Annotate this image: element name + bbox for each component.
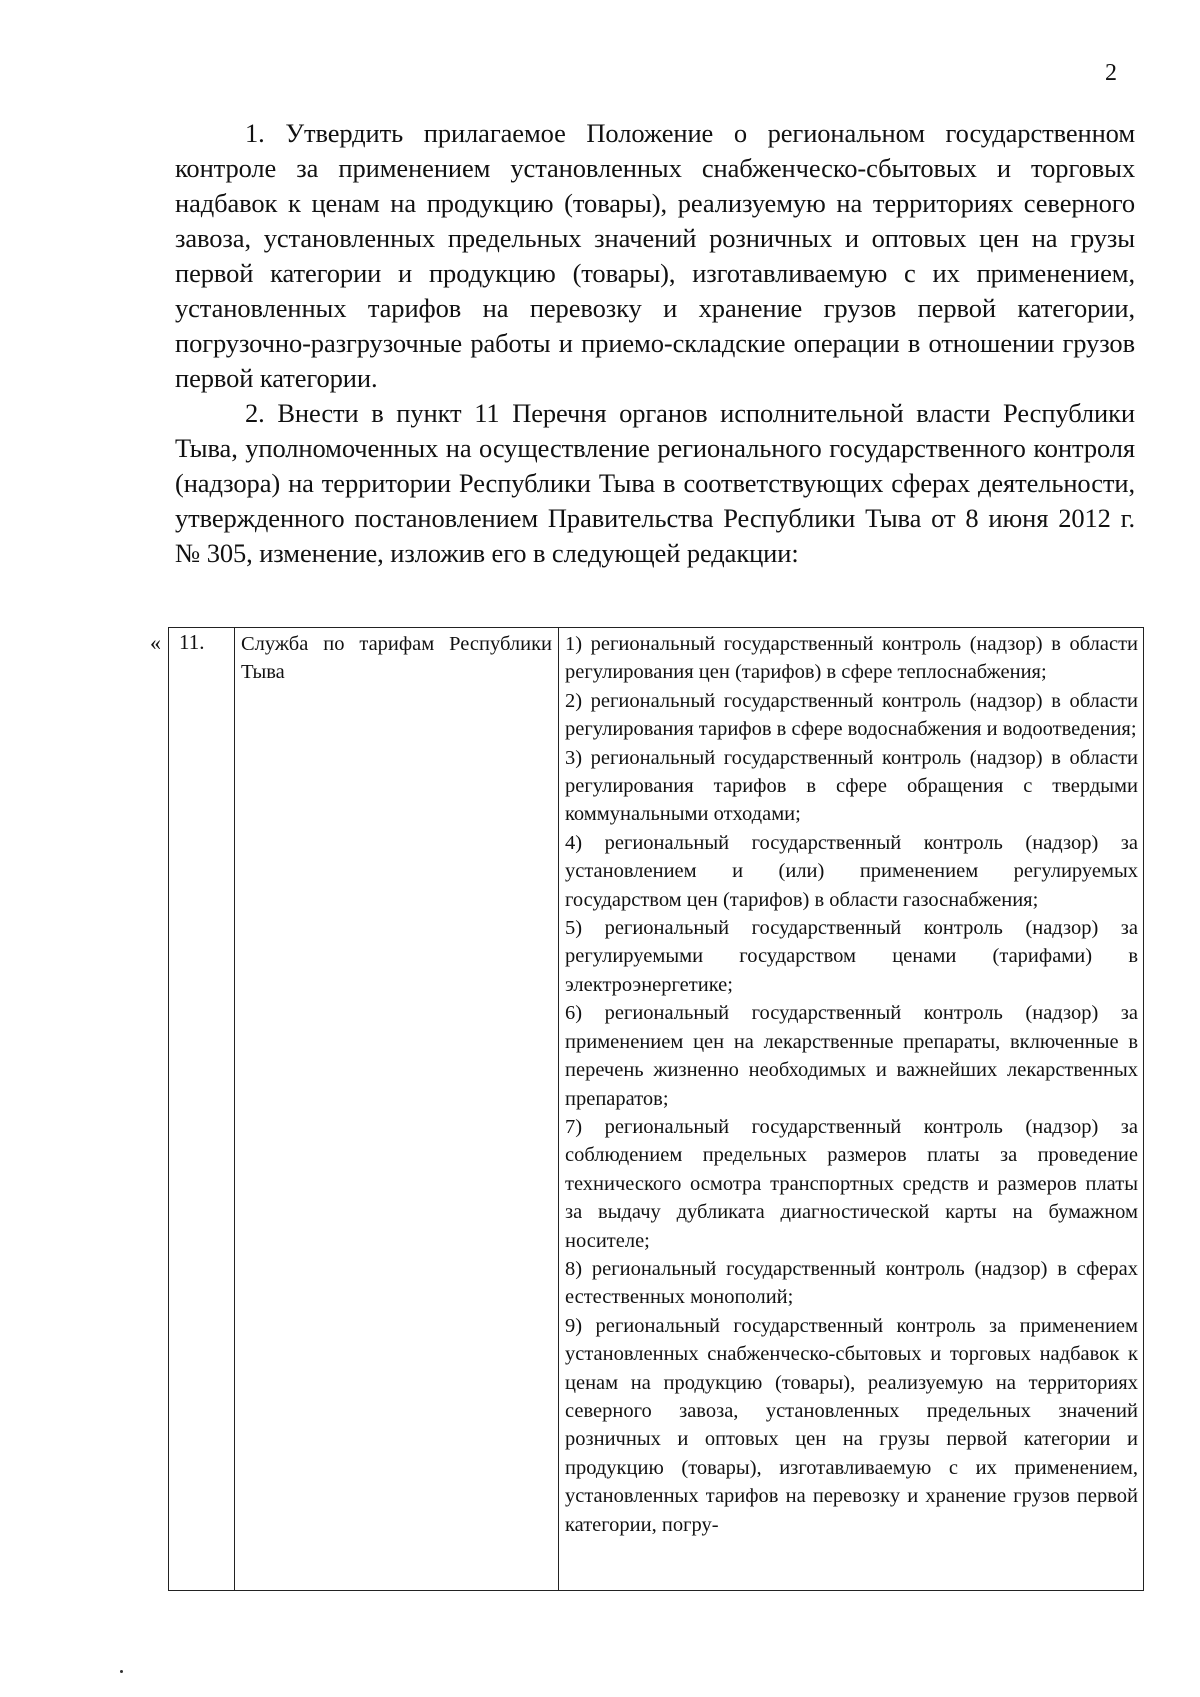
power-item-9: 9) региональный государственный контроль за применением установленных снабженческо-сбытовых и торговых надбавок к ценам на продукцию (товары), реализуемую на территориях северного завоза, установленных предельных значений розничных и оптовых цен на грузы первой категории и продукцию (товары), изготавливаемую с их применением, установленных тарифов на перевозку и хранение грузов первой категории, погру- (565, 1314, 1138, 1536)
power-item-1: 1) региональный государственный контроль (надзор) в области регулирования цен (тарифов) в сфере теплоснабжения; (565, 633, 1138, 684)
power-item-4: 4) региональный государственный контроль (надзор) за установлением и (или) применением регулируемых государством цен (тарифов) в области газоснабжения; (565, 831, 1138, 911)
document-body (175, 116, 1135, 571)
power-item-6: 6) региональный государственный контроль (надзор) за применением цен на лекарственные препараты, включенные в перечень жизненно необходимых и важнейших лекарственных препаратов; (565, 1002, 1138, 1110)
powers-cell (559, 628, 1144, 1591)
scan-speck (120, 1670, 123, 1673)
power-item-7: 7) региональный государственный контроль (надзор) за соблюдением предельных размеров платы за проведение технического осмотра транспортных средств и размеров платы за выдачу дубликата диагностической карты на бумажном носителе; (565, 1115, 1138, 1252)
paragraph-1: 1. Утвердить прилагаемое Положение о региональном государственном контроле за применением установленных снабженческо-сбытовых и торговых надбавок к ценам на продукцию (товары), реализуемую на территориях северного завоза, установленных предельных значений розничных и оптовых цен на грузы первой категории и продукцию (товары), изготавливаемую с их применением, установленных тарифов на перевозку и хранение грузов первой категории, погрузочно-разгрузочные работы и приемо-складские операции в отношении грузов первой категории. (175, 118, 1135, 393)
row-number: 11. (179, 630, 205, 654)
power-item-2: 2) региональный государственный контроль (надзор) в области регулирования тарифов в сфере водоснабжения и водоотведения; (565, 689, 1138, 741)
amendment-table (168, 627, 1144, 1591)
paragraph-2: 2. Внести в пункт 11 Перечня органов исполнительной власти Республики Тыва, уполномоченных на осуществление регионального государственного контроля (надзора) на территории Республики Тыва в соответствующих сферах деятельности, утвержденного постановлением Правительства Республики Тыва от 8 июня 2012 г. № 305, изменение, изложив его в следующей редакции: (175, 398, 1135, 568)
organization-name: Служба по тарифам Республики Тыва (241, 633, 552, 684)
opening-quote: « (150, 630, 161, 655)
power-item-3: 3) региональный государственный контроль (надзор) в области регулирования тарифов в сфере обращения с твердыми коммунальными отходами; (565, 746, 1138, 826)
power-item-8: 8) региональный государственный контроль (надзор) в сферах естественных монополий; (565, 1257, 1138, 1309)
page-number: 2 (1105, 60, 1117, 86)
table-row (169, 628, 1144, 1591)
organization-cell (235, 628, 559, 1591)
power-item-5: 5) региональный государственный контроль (надзор) за регулируемыми государством ценами (тарифами) в электроэнергетике; (565, 917, 1138, 996)
row-number-cell (169, 628, 235, 1591)
